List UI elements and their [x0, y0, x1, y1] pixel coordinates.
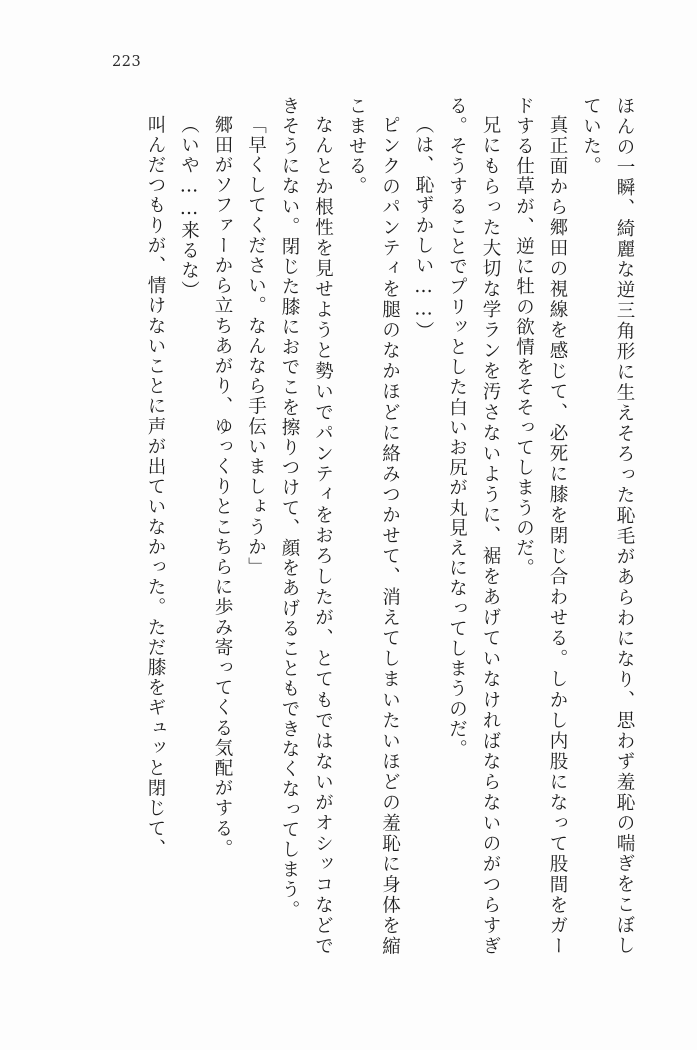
paragraph: ピンクのパンティを腿のなかほどに絡みつかせて、消えてしまいたいほどの羞恥に身体を縮こませる。: [346, 96, 401, 956]
page-number: 223: [112, 54, 142, 70]
paragraph: （いや……来るな）: [178, 114, 200, 301]
paragraph: 叫んだつもりが、情けないことに声が出ていなかった。ただ膝をギュッと閉じて、: [145, 114, 166, 859]
body-text-vertical: [81, 96, 641, 956]
paragraph: 「早くしてください。なんなら手伝いましょうか」: [245, 114, 267, 577]
paragraph: なんとか根性を見せようと勢いでパンティをおろしたが、とてもではないがオシッコなどできそうにない。閉じた膝におでこを擦りつけて、顔をあげることもできなくなってしまう。: [279, 96, 334, 956]
paragraph: 真正面から郷田の視線を感じて、必死に膝を閉じ合わせる。しかし内股になって股間をガードする仕草が、逆に牡の欲情をそそってしまうのだ。: [513, 96, 568, 956]
paragraph: ほんの一瞬、綺麗な逆三角形に生えそろった恥毛があらわになり、思わず羞恥の喘ぎをこぼしていた。: [580, 96, 635, 956]
paragraph: 郷田がソファーから立ちあがり、ゆっくりとこちらに歩み寄ってくる気配がする。: [212, 114, 233, 859]
paragraph: 兄にもらった大切な学ランを汚さないように、裾をあげていなければならないのがつらすぎる。そうすることでプリッとした白いお尻が丸見えになってしまうのだ。: [446, 96, 501, 956]
paragraph: （は、恥ずかしい……）: [413, 114, 434, 341]
